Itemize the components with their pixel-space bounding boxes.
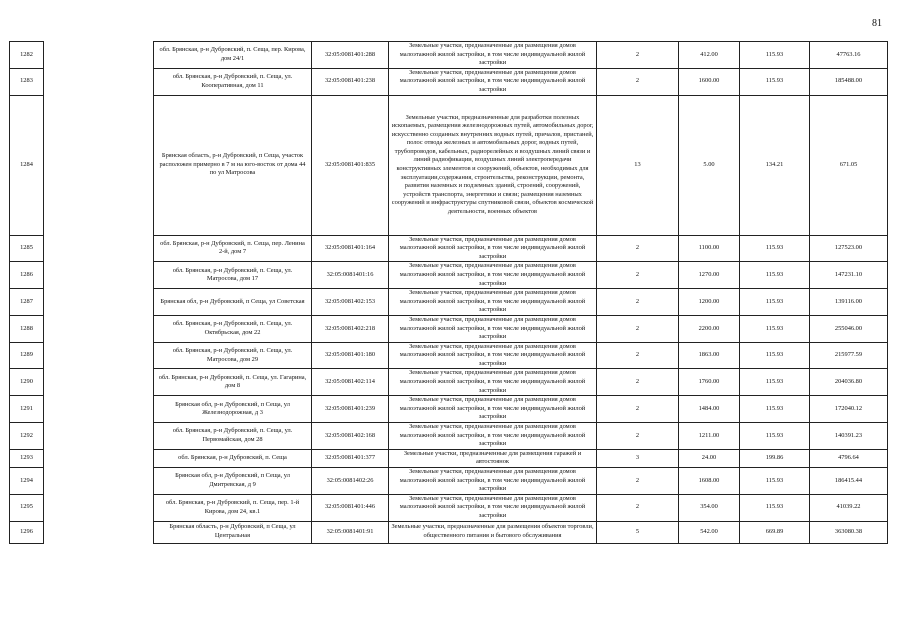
- area-cell: 542.00: [679, 521, 740, 543]
- land-use-cell: Земельные участки, предназначенные для размещения домов малоэтажной жилой застройки, в том числе индивидуальной жилой застройки: [389, 423, 597, 450]
- land-use-cell: Земельные участки, предназначенные для размещения домов малоэтажной жилой застройки, в том числе индивидуальной жилой застройки: [389, 235, 597, 262]
- specific-value-cell: 115.93: [740, 396, 810, 423]
- row-gap-cell: [44, 68, 154, 95]
- row-number-cell: 1292: [10, 423, 44, 450]
- area-cell: 1608.00: [679, 468, 740, 495]
- table-row: [10, 449, 888, 467]
- cadastral-number-cell: 32:05:0081401:164: [312, 235, 389, 262]
- row-gap-cell: [44, 494, 154, 521]
- address-cell: обл. Брянская, р-н Дубровский, п. Сеща, ул. Октябрьская, дом 22: [154, 315, 312, 342]
- cadastral-number-cell: 32:05:0081402:153: [312, 289, 389, 316]
- specific-value-cell: 115.93: [740, 289, 810, 316]
- table-row: [10, 342, 888, 369]
- use-group-cell: 3: [597, 449, 679, 467]
- row-gap-cell: [44, 262, 154, 289]
- land-use-cell: Земельные участки, предназначенные для размещения гаражей и автостоянок: [389, 449, 597, 467]
- area-cell: 5.00: [679, 95, 740, 235]
- cadastral-value-cell: 172040.12: [810, 396, 888, 423]
- area-cell: 1760.00: [679, 369, 740, 396]
- row-number-cell: 1288: [10, 315, 44, 342]
- cadastral-value-cell: 186415.44: [810, 468, 888, 495]
- address-cell: Брянская обл, р-н Дубровский, п Сеща, ул Дмитревская, д 9: [154, 468, 312, 495]
- specific-value-cell: 115.93: [740, 68, 810, 95]
- row-number-cell: 1296: [10, 521, 44, 543]
- row-gap-cell: [44, 42, 154, 69]
- row-number-cell: 1293: [10, 449, 44, 467]
- address-cell: Брянская область, р-н Дубровский, п Сеща, участок расположен примерно в 7 м на юго-восток от дома 44 по ул Матросова: [154, 95, 312, 235]
- row-number-cell: 1284: [10, 95, 44, 235]
- row-number-cell: 1291: [10, 396, 44, 423]
- use-group-cell: 2: [597, 468, 679, 495]
- land-use-cell: Земельные участки, предназначенные для размещения домов малоэтажной жилой застройки, в том числе индивидуальной жилой застройки: [389, 468, 597, 495]
- table-body: [10, 42, 888, 544]
- land-use-cell: Земельные участки, предназначенные для размещения домов малоэтажной жилой застройки, в том числе индивидуальной жилой застройки: [389, 315, 597, 342]
- cadastral-value-cell: 139116.00: [810, 289, 888, 316]
- row-number-cell: 1289: [10, 342, 44, 369]
- cadastral-value-cell: 363080.38: [810, 521, 888, 543]
- specific-value-cell: 115.93: [740, 369, 810, 396]
- table-row: [10, 68, 888, 95]
- address-cell: Брянская обл, р-н Дубровский, п Сеща, ул Советская: [154, 289, 312, 316]
- table-row: [10, 468, 888, 495]
- cadastral-number-cell: 32:05:0081402:26: [312, 468, 389, 495]
- row-number-cell: 1295: [10, 494, 44, 521]
- address-cell: обл. Брянская, р-н Дубровский, п. Сеща, ул. Матросова, дом 29: [154, 342, 312, 369]
- row-gap-cell: [44, 315, 154, 342]
- use-group-cell: 2: [597, 42, 679, 69]
- table-row: [10, 315, 888, 342]
- cadastral-number-cell: 32:05:0081401:288: [312, 42, 389, 69]
- specific-value-cell: 115.93: [740, 42, 810, 69]
- address-cell: обл. Брянская, р-н Дубровский, п. Сеща, ул. Матросова, дом 17: [154, 262, 312, 289]
- row-gap-cell: [44, 521, 154, 543]
- cadastral-value-cell: 185488.00: [810, 68, 888, 95]
- specific-value-cell: 134.21: [740, 95, 810, 235]
- land-use-cell: Земельные участки, предназначенные для размещения домов малоэтажной жилой застройки, в том числе индивидуальной жилой застройки: [389, 494, 597, 521]
- row-gap-cell: [44, 449, 154, 467]
- page-number: 81: [872, 18, 882, 29]
- cadastral-value-cell: 255046.00: [810, 315, 888, 342]
- cadastral-value-cell: 204036.80: [810, 369, 888, 396]
- land-use-cell: Земельные участки, предназначенные для разработки полезных ископаемых, размещения железнодорожных путей, автомобильных дорог, искусственно созданных внутренних водных путей, причалов, пристаней, полос отвода железных и автомобильных дорог, водных путей, трубопроводов, кабельных, радиорелейных и воздушных линий связи и линий радиофикации, воздушных линий электропередачи конструктивных элементов и сооружений, объектов, необходимых для эксплуатации,содержания, строительства, реконструкции, ремонта, развития наземных и подземных зданий, строений, сооружений, устройств транспорта, энергетики и связи; размещения наземных сооружений и инфраструктуры спутниковой связи, объектов космической деятельности, военных объектов: [389, 95, 597, 235]
- row-gap-cell: [44, 342, 154, 369]
- cadastral-number-cell: 32:05:0081401:180: [312, 342, 389, 369]
- specific-value-cell: 115.93: [740, 423, 810, 450]
- cadastral-value-cell: 215977.59: [810, 342, 888, 369]
- cadastral-number-cell: 32:05:0081401:91: [312, 521, 389, 543]
- cadastral-number-cell: 32:05:0081401:835: [312, 95, 389, 235]
- specific-value-cell: 669.89: [740, 521, 810, 543]
- area-cell: 24.00: [679, 449, 740, 467]
- area-cell: 1600.00: [679, 68, 740, 95]
- table-row: [10, 262, 888, 289]
- use-group-cell: 2: [597, 423, 679, 450]
- row-number-cell: 1286: [10, 262, 44, 289]
- land-use-cell: Земельные участки, предназначенные для размещения домов малоэтажной жилой застройки, в том числе индивидуальной жилой застройки: [389, 68, 597, 95]
- cadastral-number-cell: 32:05:0081401:446: [312, 494, 389, 521]
- table-row: [10, 369, 888, 396]
- cadastral-value-cell: 47763.16: [810, 42, 888, 69]
- cadastral-value-cell: 147231.10: [810, 262, 888, 289]
- row-number-cell: 1287: [10, 289, 44, 316]
- use-group-cell: 2: [597, 262, 679, 289]
- row-gap-cell: [44, 396, 154, 423]
- row-gap-cell: [44, 423, 154, 450]
- use-group-cell: 5: [597, 521, 679, 543]
- use-group-cell: 2: [597, 342, 679, 369]
- address-cell: Брянская область, р-н Дубровский, п Сеща, ул Центральная: [154, 521, 312, 543]
- use-group-cell: 13: [597, 95, 679, 235]
- area-cell: 1484.00: [679, 396, 740, 423]
- area-cell: 1200.00: [679, 289, 740, 316]
- land-use-cell: Земельные участки, предназначенные для размещения домов малоэтажной жилой застройки, в том числе индивидуальной жилой застройки: [389, 42, 597, 69]
- specific-value-cell: 115.93: [740, 494, 810, 521]
- area-cell: 2200.00: [679, 315, 740, 342]
- area-cell: 412.00: [679, 42, 740, 69]
- table-row: [10, 494, 888, 521]
- use-group-cell: 2: [597, 68, 679, 95]
- row-gap-cell: [44, 468, 154, 495]
- area-cell: 1100.00: [679, 235, 740, 262]
- row-gap-cell: [44, 235, 154, 262]
- cadastral-value-cell: 41039.22: [810, 494, 888, 521]
- address-cell: обл. Брянская, р-н Дубровский, п. Сеща, ул. Первомайская, дом 28: [154, 423, 312, 450]
- table-row: [10, 289, 888, 316]
- row-number-cell: 1285: [10, 235, 44, 262]
- cadastral-value-cell: 140391.23: [810, 423, 888, 450]
- table-row: [10, 423, 888, 450]
- specific-value-cell: 115.93: [740, 235, 810, 262]
- address-cell: обл. Брянская, р-н Дубровский, п. Сеща, ул. Гагарина, дом 8: [154, 369, 312, 396]
- cadastral-number-cell: 32:05:0081401:377: [312, 449, 389, 467]
- address-cell: обл. Брянская, р-н Дубровский, п. Сеща: [154, 449, 312, 467]
- cadastral-number-cell: 32:05:0081402:114: [312, 369, 389, 396]
- specific-value-cell: 115.93: [740, 342, 810, 369]
- land-use-cell: Земельные участки, предназначенные для размещения домов малоэтажной жилой застройки, в том числе индивидуальной жилой застройки: [389, 342, 597, 369]
- row-gap-cell: [44, 95, 154, 235]
- land-registry-table: [9, 41, 888, 544]
- table-row: [10, 95, 888, 235]
- cadastral-value-cell: 127523.00: [810, 235, 888, 262]
- specific-value-cell: 115.93: [740, 315, 810, 342]
- use-group-cell: 2: [597, 396, 679, 423]
- land-use-cell: Земельные участки, предназначенные для размещения домов малоэтажной жилой застройки, в том числе индивидуальной жилой застройки: [389, 289, 597, 316]
- specific-value-cell: 115.93: [740, 262, 810, 289]
- cadastral-number-cell: 32:05:0081401:238: [312, 68, 389, 95]
- table-row: [10, 235, 888, 262]
- cadastral-number-cell: 32:05:0081401:239: [312, 396, 389, 423]
- use-group-cell: 2: [597, 494, 679, 521]
- use-group-cell: 2: [597, 235, 679, 262]
- cadastral-number-cell: 32:05:0081402:168: [312, 423, 389, 450]
- use-group-cell: 2: [597, 289, 679, 316]
- area-cell: 1211.00: [679, 423, 740, 450]
- table-row: [10, 521, 888, 543]
- land-use-cell: Земельные участки, предназначенные для размещения домов малоэтажной жилой застройки, в том числе индивидуальной жилой застройки: [389, 369, 597, 396]
- cadastral-number-cell: 32:05:0081402:218: [312, 315, 389, 342]
- row-gap-cell: [44, 369, 154, 396]
- cadastral-value-cell: 4796.64: [810, 449, 888, 467]
- row-number-cell: 1294: [10, 468, 44, 495]
- address-cell: обл. Брянская, р-н Дубровский, п. Сеща, пер. Кирова, дом 24/1: [154, 42, 312, 69]
- address-cell: обл. Брянская, р-н Дубровский, п. Сеща, пер. 1-й Кирова, дом 24, кв.1: [154, 494, 312, 521]
- land-use-cell: Земельные участки, предназначенные для размещения домов малоэтажной жилой застройки, в том числе индивидуальной жилой застройки: [389, 262, 597, 289]
- table-row: [10, 396, 888, 423]
- use-group-cell: 2: [597, 315, 679, 342]
- cadastral-number-cell: 32:05:0081401:16: [312, 262, 389, 289]
- use-group-cell: 2: [597, 369, 679, 396]
- area-cell: 354.00: [679, 494, 740, 521]
- row-number-cell: 1290: [10, 369, 44, 396]
- row-number-cell: 1283: [10, 68, 44, 95]
- specific-value-cell: 199.86: [740, 449, 810, 467]
- address-cell: обл. Брянская, р-н Дубровский, п. Сеща, ул. Кооперативная, дом 11: [154, 68, 312, 95]
- row-number-cell: 1282: [10, 42, 44, 69]
- cadastral-value-cell: 671.05: [810, 95, 888, 235]
- land-use-cell: Земельные участки, предназначенные для размещения домов малоэтажной жилой застройки, в том числе индивидуальной жилой застройки: [389, 396, 597, 423]
- address-cell: Брянская обл, р-н Дубровский, п Сеща, ул Железнодорожная, д 3: [154, 396, 312, 423]
- row-gap-cell: [44, 289, 154, 316]
- specific-value-cell: 115.93: [740, 468, 810, 495]
- land-use-cell: Земельные участки, предназначенные для размещения объектов торговли, общественного питания и бытового обслуживания: [389, 521, 597, 543]
- table-row: [10, 42, 888, 69]
- address-cell: обл. Брянская, р-н Дубровский, п. Сеща, пер. Ленина 2-й, дом 7: [154, 235, 312, 262]
- area-cell: 1863.00: [679, 342, 740, 369]
- area-cell: 1270.00: [679, 262, 740, 289]
